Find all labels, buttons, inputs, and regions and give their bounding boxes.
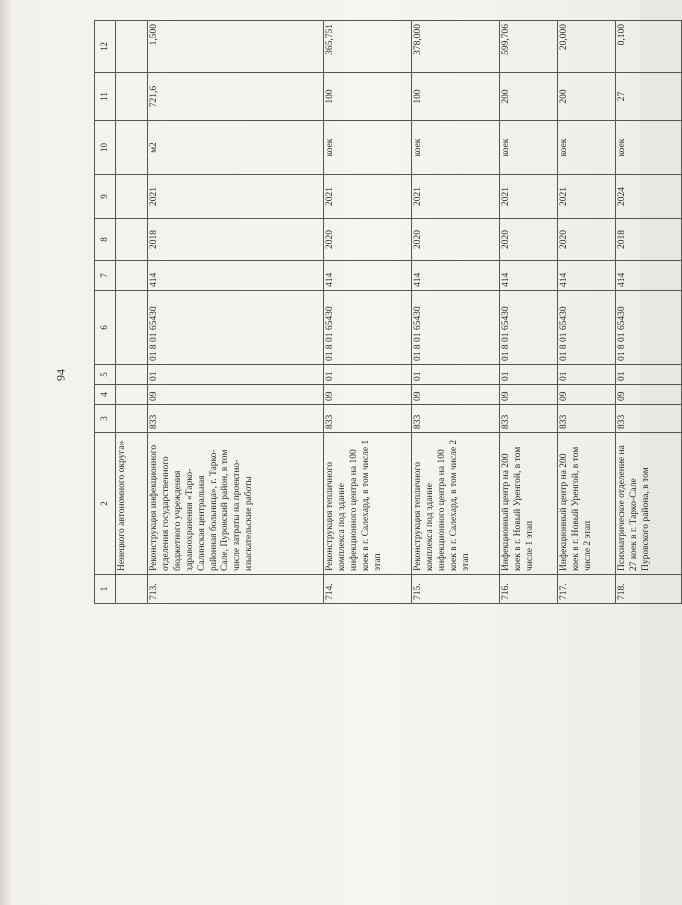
- row-name: Реконструкция тепличного комплекса под здание инфекционного центра на 100 коек в г. Салехард, в том числе 1 этап: [324, 433, 412, 575]
- row-number: 716.: [500, 575, 558, 604]
- cell-ministry: 833: [615, 405, 681, 433]
- cell-subsection: 01: [324, 365, 412, 385]
- cell-expense-type: 414: [324, 261, 412, 291]
- cell-start-year: 2018: [615, 219, 681, 261]
- cell-capacity: 100: [324, 73, 412, 121]
- continuation-text: Ненецкого автономного округа»: [115, 433, 147, 575]
- cell-ministry: 833: [148, 405, 324, 433]
- cell-target-article: 01 8 01 65430: [615, 291, 681, 365]
- cell-target-article: 01 8 01 65430: [500, 291, 558, 365]
- header-cell: 1: [95, 575, 116, 604]
- cell-capacity: 100: [412, 73, 500, 121]
- cell-target-article: 01 8 01 65430: [324, 291, 412, 365]
- cell-amount: 365,751: [324, 21, 412, 73]
- cell-start-year: 2020: [412, 219, 500, 261]
- cell-ministry: 833: [412, 405, 500, 433]
- cell-subsection: 01: [500, 365, 558, 385]
- row-number: 714.: [324, 575, 412, 604]
- cell-end-year: 2021: [558, 175, 616, 219]
- cell-ministry: 833: [558, 405, 616, 433]
- cell-ministry: 833: [324, 405, 412, 433]
- row-number: 713.: [148, 575, 324, 604]
- header-cell: 5: [95, 365, 116, 385]
- cell-capacity: 200: [558, 73, 616, 121]
- cell-end-year: 2021: [148, 175, 324, 219]
- header-cell: 4: [95, 385, 116, 405]
- cell-subsection: 01: [148, 365, 324, 385]
- table-row: [148, 21, 324, 604]
- cell-unit: коек: [324, 121, 412, 175]
- data-table: [94, 20, 682, 604]
- cell-amount: 0,100: [615, 21, 681, 73]
- row-name: Психиатрическое отделение на 27 коек в г. Тарко-Сале Пуровского района, в том: [615, 433, 681, 575]
- cell-start-year: 2018: [148, 219, 324, 261]
- table-row: [412, 21, 500, 604]
- table-row: [615, 21, 681, 604]
- cell-capacity: 27: [615, 73, 681, 121]
- cell-capacity: 200: [500, 73, 558, 121]
- cell-subsection: 01: [412, 365, 500, 385]
- table-row-continuation: [115, 21, 147, 604]
- cell-target-article: 01 8 01 65430: [412, 291, 500, 365]
- header-cell: 8: [95, 219, 116, 261]
- cell-section: 09: [148, 385, 324, 405]
- cell-end-year: 2021: [412, 175, 500, 219]
- page-number: 94: [53, 369, 68, 381]
- header-cell: 12: [95, 21, 116, 73]
- cell-end-year: 2024: [615, 175, 681, 219]
- header-cell: 2: [95, 433, 116, 575]
- cell-expense-type: 414: [500, 261, 558, 291]
- cell-unit: коек: [412, 121, 500, 175]
- header-cell: 7: [95, 261, 116, 291]
- cell-subsection: 01: [558, 365, 616, 385]
- cell-unit: коек: [558, 121, 616, 175]
- header-cell: 11: [95, 73, 116, 121]
- row-number: 717.: [558, 575, 616, 604]
- header-cell: 3: [95, 405, 116, 433]
- cell-unit: коек: [615, 121, 681, 175]
- cell-expense-type: 414: [148, 261, 324, 291]
- table-row: [500, 21, 558, 604]
- cell-section: 09: [615, 385, 681, 405]
- cell-capacity: 721,6: [148, 73, 324, 121]
- table-header-row: [95, 21, 116, 604]
- row-name: Инфекционный центр на 200 коек в г. Новый Уренгой, в том числе 2 этап: [558, 433, 616, 575]
- cell-section: 09: [500, 385, 558, 405]
- cell-unit: м2: [148, 121, 324, 175]
- cell-unit: коек: [500, 121, 558, 175]
- table-row: [324, 21, 412, 604]
- cell-expense-type: 414: [615, 261, 681, 291]
- cell-end-year: 2021: [500, 175, 558, 219]
- cell-section: 09: [324, 385, 412, 405]
- cell-ministry: 833: [500, 405, 558, 433]
- cell-start-year: 2020: [558, 219, 616, 261]
- cell-expense-type: 414: [412, 261, 500, 291]
- row-number: 715.: [412, 575, 500, 604]
- row-number: 718.: [615, 575, 681, 604]
- cell-start-year: 2020: [324, 219, 412, 261]
- cell-end-year: 2021: [324, 175, 412, 219]
- cell-amount: 378,000: [412, 21, 500, 73]
- cell-section: 09: [558, 385, 616, 405]
- header-cell: 10: [95, 121, 116, 175]
- cell-target-article: 01 8 01 65430: [558, 291, 616, 365]
- header-cell: 6: [95, 291, 116, 365]
- cell-amount: 1,500: [148, 21, 324, 73]
- rotated-table-area: [94, 16, 682, 600]
- row-name: Инфекционный центр на 200 коек в г. Новый Уренгой, в том числе 1 этап: [500, 433, 558, 575]
- header-cell: 9: [95, 175, 116, 219]
- cell-amount: 20,000: [558, 21, 616, 73]
- cell-amount: 599,706: [500, 21, 558, 73]
- cell-section: 09: [412, 385, 500, 405]
- row-name: Реконструкция тепличного комплекса под здание инфекционного центра на 100 коек в г. Салехард, в том числе 2 этап: [412, 433, 500, 575]
- cell-subsection: 01: [615, 365, 681, 385]
- cell-expense-type: 414: [558, 261, 616, 291]
- row-name: Реконструкция инфекционного отделения государственного бюджетного учреждения здравоохранения «Тарко-Салинская центральная районная больница», г. Тарко-Сале, Пуровский район, в том числе затраты на проектно-изыскательские работы: [148, 433, 324, 575]
- cell-target-article: 01 8 01 65430: [148, 291, 324, 365]
- table-frame: [94, 24, 682, 604]
- table-row: [558, 21, 616, 604]
- cell-start-year: 2020: [500, 219, 558, 261]
